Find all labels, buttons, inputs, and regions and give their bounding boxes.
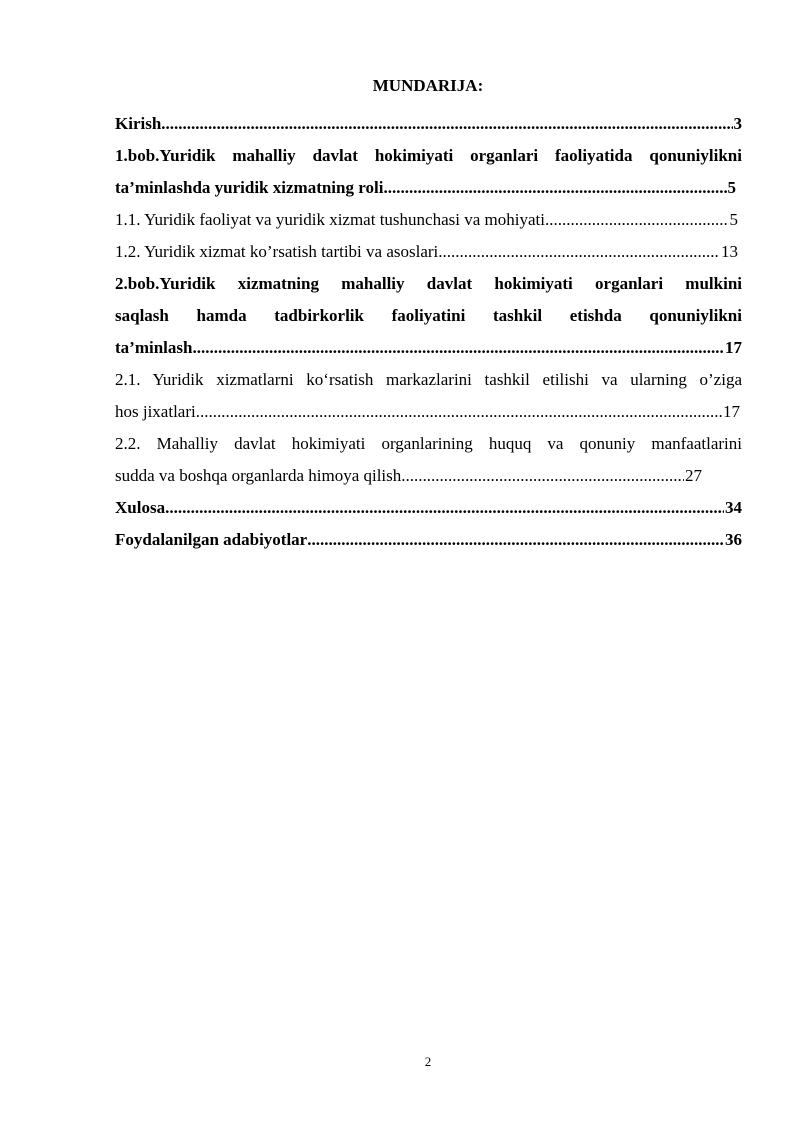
toc-entry-page: 13 [721,242,738,261]
toc-entry-conclusion[interactable] [115,492,742,524]
toc-entry-text: Xulosa [115,498,166,517]
toc-leader-dots [161,108,732,140]
toc-entry-text: ta’minlash [115,338,193,357]
toc-entry-references[interactable] [115,524,742,556]
toc-entry-page: 34 [725,498,742,517]
toc-leader-dots [438,236,720,268]
toc-entry-page: 5 [727,178,736,197]
toc-leader-dots [401,460,684,492]
toc-entry-page: 27 [685,466,702,485]
toc-entry-section-2-2-line-1[interactable]: 2.2. Mahalliy davlat hokimiyati organlarining huquq va qonuniy manfaatlarini [115,434,742,453]
toc-entry-section-1-1[interactable] [115,204,742,236]
toc-entry-page: 3 [733,114,742,133]
toc-entry-page: 17 [723,402,740,421]
toc-title: MUNDARIJA: [372,76,484,95]
toc-entry-section-1-2[interactable] [115,236,742,268]
toc-entry-section-2-1[interactable] [115,396,742,428]
toc-entry-introduction[interactable] [115,108,742,140]
toc-entry-page: 36 [725,530,742,549]
toc-entry-page: 5 [729,210,738,229]
toc-leader-dots [307,524,724,556]
toc-entry-chapter-2-line-2[interactable]: saqlash hamda tadbirkorlik faoliyatini tashkil etishda qonuniylikni [115,306,742,325]
toc-entry-chapter-1[interactable] [115,172,742,204]
table-of-contents [115,108,742,556]
toc-leader-dots [196,396,722,428]
toc-entry-text: sudda va boshqa organlarda himoya qilish [115,466,402,485]
toc-entry-text: 1.2. Yuridik xizmat ko’rsatish tartibi va asoslari [115,242,439,261]
toc-entry-chapter-2-line-1[interactable]: 2.bob.Yuridik xizmatning mahalliy davlat hokimiyati organlari mulkini [115,274,742,293]
toc-entry-text: Foydalanilgan adabiyotlar [115,530,308,549]
toc-entry-text: Kirish [115,114,162,133]
toc-entry-chapter-1-line-1[interactable]: 1.bob.Yuridik mahalliy davlat hokimiyati organlari faoliyatida qonuniylikni [115,146,742,165]
toc-entry-page: 17 [725,338,742,357]
toc-entry-text: ta’minlashda yuridik xizmatning roli [115,178,384,197]
toc-entry-section-2-2[interactable] [115,460,742,492]
page-number: 2 [424,1054,432,1069]
toc-entry-text: 1.1. Yuridik faoliyat va yuridik xizmat tushunchasi va mohiyati [115,210,545,229]
toc-entry-text: hos jixatlari [115,402,196,421]
toc-entry-section-2-1-line-1[interactable]: 2.1. Yuridik xizmatlarni ko‘rsatish markazlarini tashkil etilishi va ularning o’ziga [115,370,742,389]
toc-entry-chapter-2[interactable] [115,332,742,364]
toc-leader-dots [165,492,724,524]
toc-leader-dots [545,204,729,236]
toc-leader-dots [192,332,724,364]
toc-leader-dots [383,172,726,204]
